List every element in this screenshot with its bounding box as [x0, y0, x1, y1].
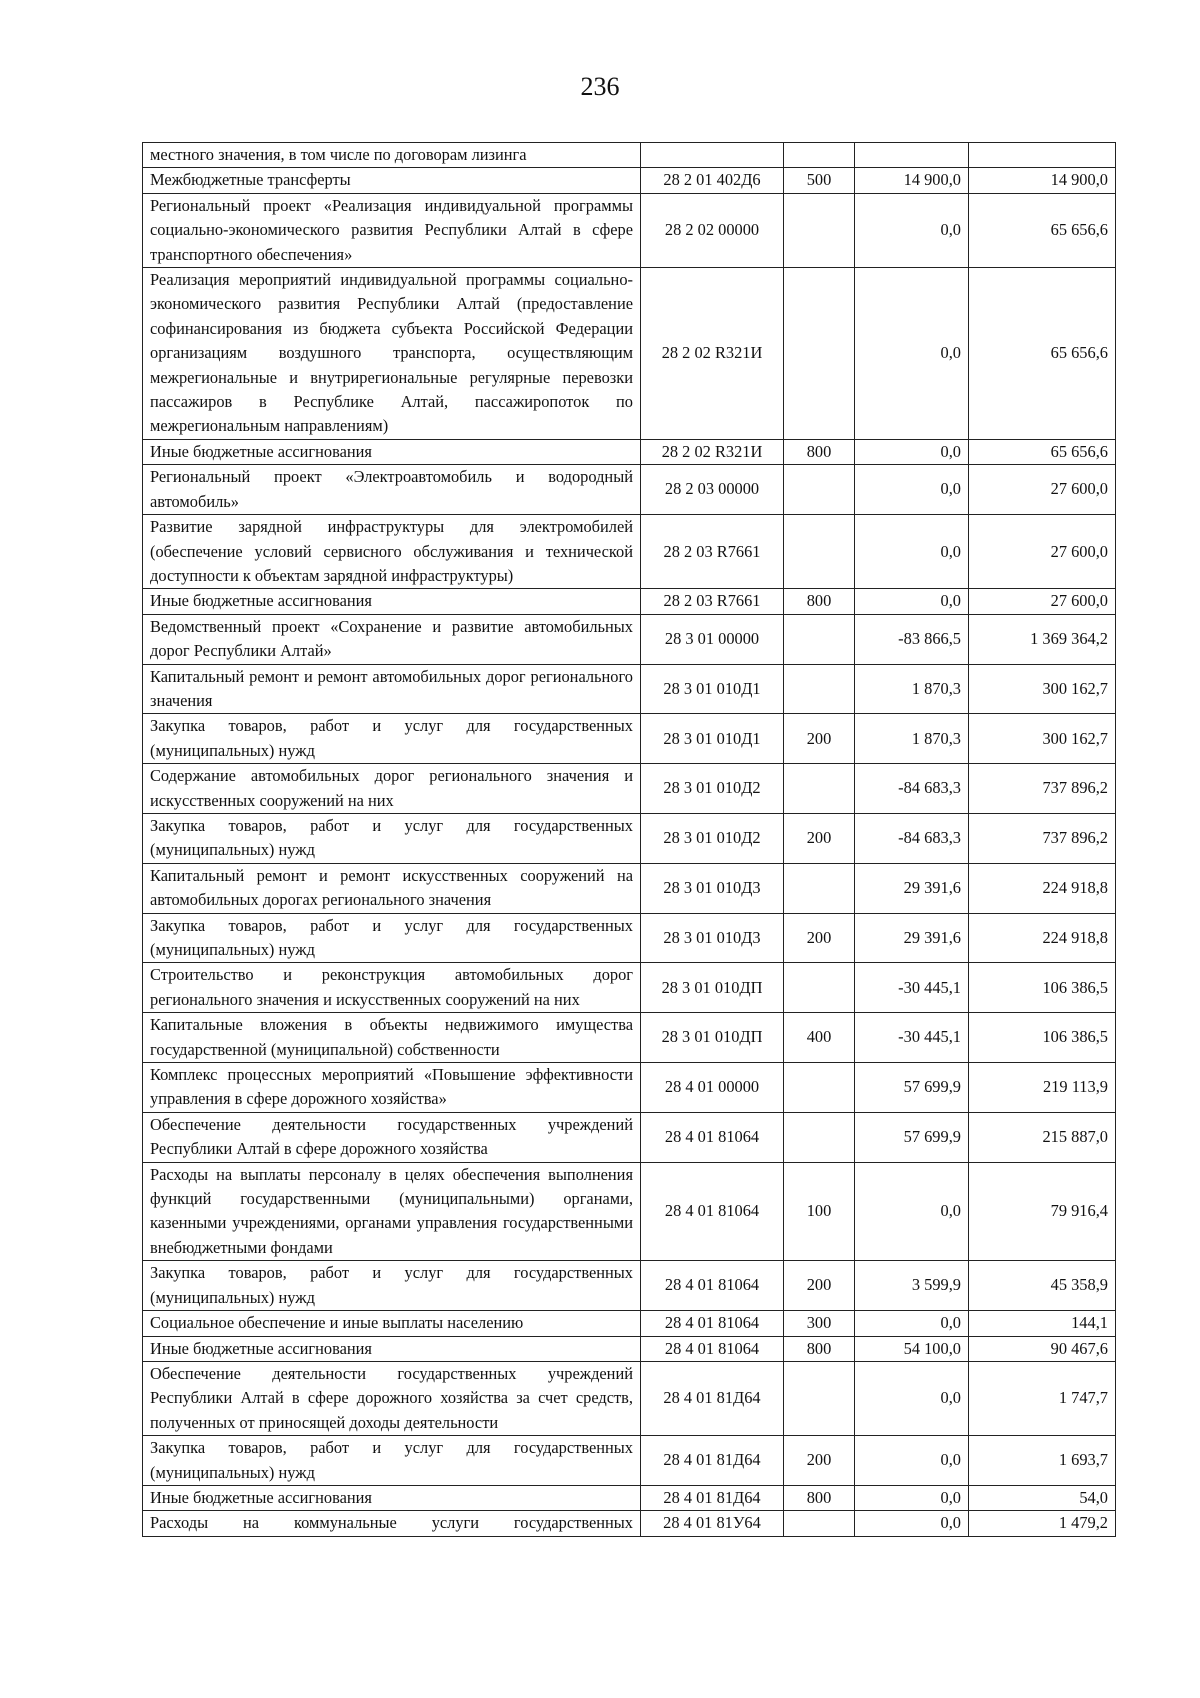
row-code: 28 2 03 R7661 [641, 589, 784, 614]
row-code: 28 4 01 81Д64 [641, 1485, 784, 1510]
row-code: 28 3 01 010Д1 [641, 714, 784, 764]
table-row [143, 1311, 1116, 1336]
row-expense-type [784, 193, 855, 267]
row-change: -84 683,3 [855, 764, 969, 814]
row-total: 737 896,2 [969, 813, 1116, 863]
row-expense-type [784, 1511, 855, 1536]
row-change: 29 391,6 [855, 913, 969, 963]
row-name: Расходы на выплаты персоналу в целях обеспечения выполнения функций государственными (муниципальными) органами, казенными учреждениями, органами управления государственными внебюджетными фондами [143, 1162, 641, 1261]
row-code [641, 143, 784, 168]
table-row [143, 1485, 1116, 1510]
row-code: 28 4 01 81064 [641, 1112, 784, 1162]
row-name: Капитальные вложения в объекты недвижимого имущества государственной (муниципальной) собственности [143, 1013, 641, 1063]
row-code: 28 4 01 81Д64 [641, 1361, 784, 1435]
row-change: 1 870,3 [855, 664, 969, 714]
row-total [969, 143, 1116, 168]
row-code: 28 4 01 81064 [641, 1311, 784, 1336]
table-row [143, 664, 1116, 714]
row-name: Иные бюджетные ассигнования [143, 1485, 641, 1510]
row-change: 3 599,9 [855, 1261, 969, 1311]
row-expense-type [784, 515, 855, 589]
row-expense-type [784, 963, 855, 1013]
row-code: 28 4 01 00000 [641, 1063, 784, 1113]
row-total: 14 900,0 [969, 168, 1116, 193]
row-code: 28 2 02 R321И [641, 439, 784, 464]
row-expense-type: 200 [784, 913, 855, 963]
table-row [143, 168, 1116, 193]
row-code: 28 2 03 00000 [641, 465, 784, 515]
table-row [143, 515, 1116, 589]
table-row [143, 268, 1116, 440]
row-change: 0,0 [855, 1485, 969, 1510]
table-row [143, 614, 1116, 664]
row-total: 224 918,8 [969, 863, 1116, 913]
row-expense-type: 800 [784, 589, 855, 614]
row-expense-type [784, 268, 855, 440]
row-total: 90 467,6 [969, 1336, 1116, 1361]
row-change: 0,0 [855, 439, 969, 464]
table-row [143, 1013, 1116, 1063]
row-total: 300 162,7 [969, 664, 1116, 714]
table-row [143, 439, 1116, 464]
row-expense-type: 400 [784, 1013, 855, 1063]
budget-table-body [143, 143, 1116, 1537]
row-code: 28 3 01 010Д3 [641, 863, 784, 913]
table-row [143, 913, 1116, 963]
row-total: 215 887,0 [969, 1112, 1116, 1162]
table-row [143, 1112, 1116, 1162]
row-total: 45 358,9 [969, 1261, 1116, 1311]
row-expense-type [784, 764, 855, 814]
row-expense-type: 200 [784, 1436, 855, 1486]
row-total: 300 162,7 [969, 714, 1116, 764]
row-change [855, 143, 969, 168]
table-row [143, 1336, 1116, 1361]
row-name: Капитальный ремонт и ремонт автомобильных дорог регионального значения [143, 664, 641, 714]
row-expense-type: 200 [784, 813, 855, 863]
row-name: Социальное обеспечение и иные выплаты населению [143, 1311, 641, 1336]
row-change: -30 445,1 [855, 1013, 969, 1063]
row-code: 28 3 01 010ДП [641, 963, 784, 1013]
row-total: 27 600,0 [969, 589, 1116, 614]
row-total: 1 693,7 [969, 1436, 1116, 1486]
row-name: Комплекс процессных мероприятий «Повышение эффективности управления в сфере дорожного хозяйства» [143, 1063, 641, 1113]
row-expense-type [784, 1063, 855, 1113]
table-row [143, 764, 1116, 814]
row-name: Иные бюджетные ассигнования [143, 589, 641, 614]
row-total: 219 113,9 [969, 1063, 1116, 1113]
row-total: 106 386,5 [969, 1013, 1116, 1063]
row-name: Развитие зарядной инфраструктуры для электромобилей (обеспечение условий сервисного обслуживания и технической доступности к объектам зарядной инфраструктуры) [143, 515, 641, 589]
row-code: 28 2 02 00000 [641, 193, 784, 267]
table-row [143, 143, 1116, 168]
row-change: 0,0 [855, 589, 969, 614]
table-row [143, 193, 1116, 267]
row-name: Ведомственный проект «Сохранение и развитие автомобильных дорог Республики Алтай» [143, 614, 641, 664]
row-code: 28 2 03 R7661 [641, 515, 784, 589]
row-expense-type [784, 614, 855, 664]
row-total: 106 386,5 [969, 963, 1116, 1013]
row-total: 27 600,0 [969, 515, 1116, 589]
row-total: 79 916,4 [969, 1162, 1116, 1261]
row-total: 27 600,0 [969, 465, 1116, 515]
row-code: 28 3 01 010Д2 [641, 813, 784, 863]
table-row [143, 1361, 1116, 1435]
row-code: 28 4 01 81У64 [641, 1511, 784, 1536]
row-code: 28 3 01 010ДП [641, 1013, 784, 1063]
row-name: Реализация мероприятий индивидуальной программы социально-экономического развития Республики Алтай (предоставление софинансирования из бюджета субъекта Российской Федерации организациям воздушного транспорта, осуществляющим межрегиональные и внутрирегиональные регулярные перевозки пассажиров в Республике Алтай, пассажиропоток по межрегиональным направлениям) [143, 268, 641, 440]
table-row [143, 1436, 1116, 1486]
row-expense-type: 200 [784, 1261, 855, 1311]
row-total: 1 479,2 [969, 1511, 1116, 1536]
row-expense-type [784, 465, 855, 515]
row-name: Закупка товаров, работ и услуг для государственных (муниципальных) нужд [143, 714, 641, 764]
budget-table [142, 142, 1116, 1537]
row-code: 28 4 01 81Д64 [641, 1436, 784, 1486]
row-name: Содержание автомобильных дорог регионального значения и искусственных сооружений на них [143, 764, 641, 814]
row-total: 224 918,8 [969, 913, 1116, 963]
row-name: Закупка товаров, работ и услуг для государственных (муниципальных) нужд [143, 1261, 641, 1311]
row-change: 29 391,6 [855, 863, 969, 913]
table-row [143, 589, 1116, 614]
row-expense-type: 800 [784, 439, 855, 464]
row-expense-type: 100 [784, 1162, 855, 1261]
row-total: 65 656,6 [969, 268, 1116, 440]
row-name: Региональный проект «Электроавтомобиль и водородный автомобиль» [143, 465, 641, 515]
row-expense-type: 800 [784, 1336, 855, 1361]
row-change: 57 699,9 [855, 1112, 969, 1162]
row-total: 65 656,6 [969, 193, 1116, 267]
row-change: 1 870,3 [855, 714, 969, 764]
row-code: 28 3 01 010Д3 [641, 913, 784, 963]
row-change: 14 900,0 [855, 168, 969, 193]
row-total: 1 747,7 [969, 1361, 1116, 1435]
row-name: Иные бюджетные ассигнования [143, 439, 641, 464]
row-change: 54 100,0 [855, 1336, 969, 1361]
table-row [143, 813, 1116, 863]
row-change: 0,0 [855, 515, 969, 589]
table-row [143, 1162, 1116, 1261]
row-change: -84 683,3 [855, 813, 969, 863]
row-expense-type [784, 1361, 855, 1435]
row-expense-type [784, 863, 855, 913]
table-row [143, 1063, 1116, 1113]
row-name: Строительство и реконструкция автомобильных дорог регионального значения и искусственных сооружений на них [143, 963, 641, 1013]
row-code: 28 3 01 010Д1 [641, 664, 784, 714]
row-change: 0,0 [855, 1162, 969, 1261]
row-code: 28 2 01 402Д6 [641, 168, 784, 193]
row-name: Капитальный ремонт и ремонт искусственных сооружений на автомобильных дорогах регионального значения [143, 863, 641, 913]
row-expense-type [784, 143, 855, 168]
row-total: 737 896,2 [969, 764, 1116, 814]
row-change: 0,0 [855, 1311, 969, 1336]
table-row [143, 863, 1116, 913]
row-change: 0,0 [855, 193, 969, 267]
table-row [143, 714, 1116, 764]
row-name: Обеспечение деятельности государственных учреждений Республики Алтай в сфере дорожного хозяйства [143, 1112, 641, 1162]
row-name: Закупка товаров, работ и услуг для государственных (муниципальных) нужд [143, 813, 641, 863]
row-expense-type: 300 [784, 1311, 855, 1336]
row-expense-type [784, 1112, 855, 1162]
row-code: 28 3 01 010Д2 [641, 764, 784, 814]
row-expense-type: 500 [784, 168, 855, 193]
row-expense-type [784, 664, 855, 714]
row-total: 144,1 [969, 1311, 1116, 1336]
row-code: 28 2 02 R321И [641, 268, 784, 440]
page-number: 236 [580, 72, 620, 101]
row-code: 28 4 01 81064 [641, 1336, 784, 1361]
table-row [143, 963, 1116, 1013]
row-change: -30 445,1 [855, 963, 969, 1013]
row-total: 54,0 [969, 1485, 1116, 1510]
row-expense-type: 800 [784, 1485, 855, 1510]
row-change: 0,0 [855, 268, 969, 440]
row-total: 1 369 364,2 [969, 614, 1116, 664]
row-change: 57 699,9 [855, 1063, 969, 1113]
row-name: Расходы на коммунальные услуги государственных [143, 1511, 641, 1536]
row-name: Обеспечение деятельности государственных учреждений Республики Алтай в сфере дорожного хозяйства за счет средств, полученных от приносящей доходы деятельности [143, 1361, 641, 1435]
row-change: 0,0 [855, 1436, 969, 1486]
row-name: местного значения, в том числе по договорам лизинга [143, 143, 641, 168]
row-total: 65 656,6 [969, 439, 1116, 464]
row-code: 28 4 01 81064 [641, 1261, 784, 1311]
row-name: Региональный проект «Реализация индивидуальной программы социально-экономического развития Республики Алтай в сфере транспортного обеспечения» [143, 193, 641, 267]
row-change: 0,0 [855, 1511, 969, 1536]
row-name: Закупка товаров, работ и услуг для государственных (муниципальных) нужд [143, 1436, 641, 1486]
row-name: Закупка товаров, работ и услуг для государственных (муниципальных) нужд [143, 913, 641, 963]
row-expense-type: 200 [784, 714, 855, 764]
row-change: 0,0 [855, 1361, 969, 1435]
table-row [143, 1511, 1116, 1536]
row-code: 28 3 01 00000 [641, 614, 784, 664]
row-change: -83 866,5 [855, 614, 969, 664]
table-row [143, 1261, 1116, 1311]
table-row [143, 465, 1116, 515]
row-name: Иные бюджетные ассигнования [143, 1336, 641, 1361]
row-name: Межбюджетные трансферты [143, 168, 641, 193]
row-change: 0,0 [855, 465, 969, 515]
row-code: 28 4 01 81064 [641, 1162, 784, 1261]
